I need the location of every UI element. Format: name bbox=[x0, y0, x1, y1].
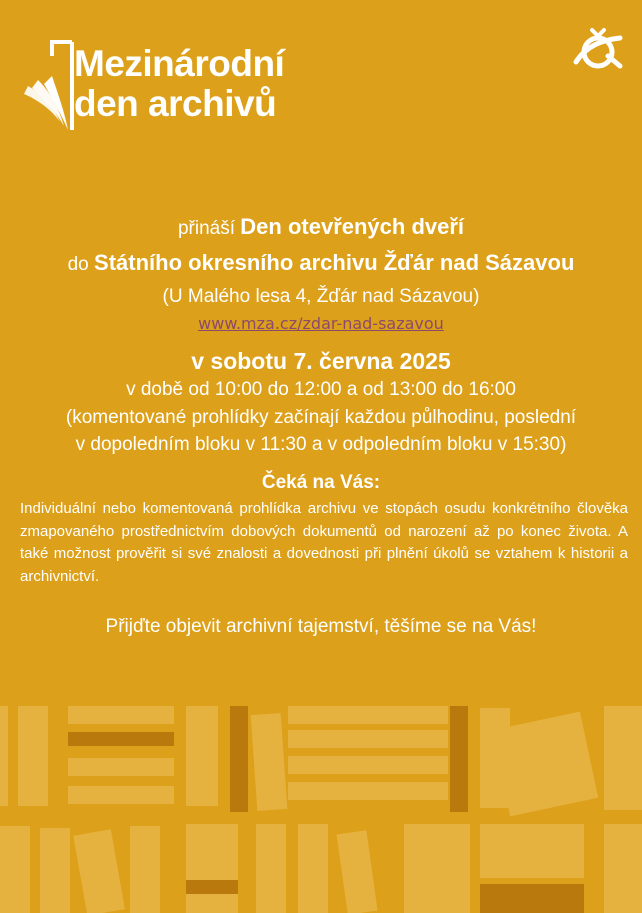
intro-prefix: přináší bbox=[177, 218, 235, 239]
archive-emblem-icon bbox=[572, 26, 624, 70]
intro-line bbox=[0, 214, 642, 242]
event-date: v sobotu 7. června 2025 bbox=[191, 348, 451, 374]
tour-note-line-2: v dopoledním bloku v 11:30 a v odpoledním bloku v 15:30) bbox=[75, 434, 567, 455]
logo-line-2: den archivů bbox=[74, 83, 277, 124]
closing-slogan: Přijďte objevit archivní tajemství, těšíme se na Vás! bbox=[105, 616, 537, 637]
tour-note-line-1: (komentované prohlídky začínají každou půlhodinu, poslední bbox=[65, 407, 577, 428]
poster-content bbox=[0, 214, 642, 640]
event-logo bbox=[22, 36, 322, 136]
archive-name: Státního okresního archivu Žďár nad Sázavou bbox=[94, 250, 575, 275]
archive-address: (U Malého lesa 4, Žďár nad Sázavou) bbox=[162, 286, 480, 307]
logo-line-1: Mezinárodní bbox=[74, 43, 285, 84]
event-name: Den otevřených dveří bbox=[240, 214, 465, 239]
archive-line bbox=[0, 248, 642, 280]
awaits-title: Čeká na Vás: bbox=[261, 472, 381, 493]
archive-prefix: do bbox=[67, 254, 89, 275]
archive-website-link[interactable]: www.mza.cz/zdar-nad-sazavou bbox=[198, 314, 444, 333]
logo-text bbox=[74, 44, 284, 124]
bookshelf-illustration bbox=[0, 700, 642, 913]
opening-hours: v době od 10:00 do 12:00 a od 13:00 do 16:00 bbox=[126, 379, 516, 400]
awaits-description: Individuální nebo komentovaná prohlídka archivu ve stopách osudu konkrétního člověka zmapovaného prostřednictvím dobových dokumentů od narození až po konec života. A také možnost prověřit si své znalosti a dovednosti při plnění úkolů se vztahem k historii a archivnictví. bbox=[20, 500, 628, 585]
open-book-icon bbox=[22, 36, 78, 136]
